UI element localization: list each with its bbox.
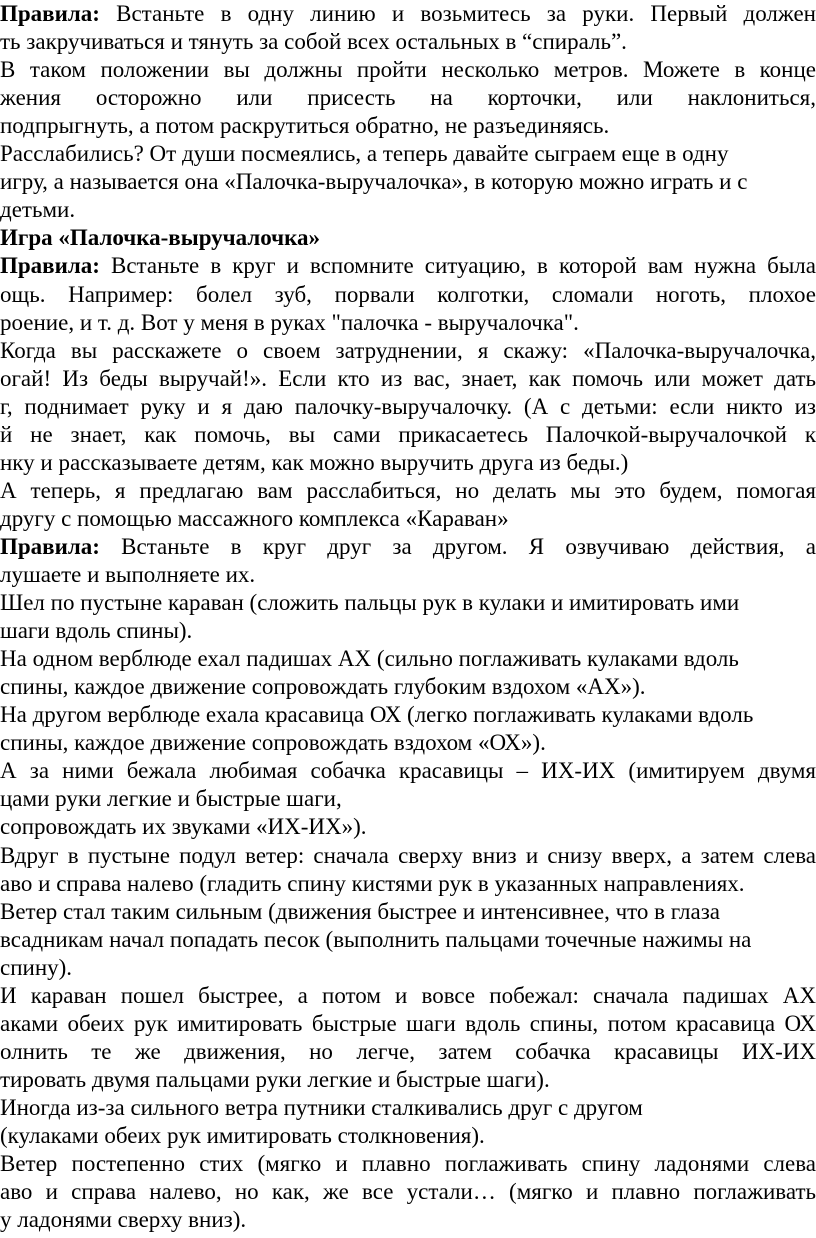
line-text: Встаньте в одну линию и возьмитесь за руки. Первый должен — [99, 1, 816, 26]
text-line — [0, 730, 546, 756]
line-text: олнить те же движения, но легче, затем собачка красавицы ИХ-ИХ — [0, 1038, 816, 1064]
text-line — [0, 29, 627, 55]
text-line — [0, 1123, 485, 1149]
bold-label: Правила: — [0, 253, 100, 279]
text-line — [0, 197, 75, 223]
text-line — [0, 871, 745, 897]
line-text: цами руки легкие и быстрые шаги, — [0, 786, 342, 812]
text-line — [0, 141, 728, 167]
text-line — [0, 843, 816, 869]
line-text: На одном верблюде ехал падишах АХ (сильно поглаживать кулаками вдоль — [0, 646, 739, 672]
line-text: аво и справа налево (гладить спину кистями рук в указанных направлениях. — [0, 870, 745, 896]
line-text: И караван пошел быстрее, а потом и вовсе побежал: сначала падишах АХ — [0, 982, 816, 1008]
text-line — [0, 814, 367, 840]
line-text: В таком положении вы должны пройти несколько метров. Можете в конце — [0, 57, 816, 83]
text-line — [0, 702, 753, 728]
text-line — [0, 169, 747, 195]
line-text: Ветер постепенно стих (мягко и плавно поглаживать спину ладонями слева — [0, 1151, 816, 1177]
line-text: На другом верблюде ехала красавица ОХ (легко поглаживать кулаками вдоль — [0, 702, 754, 728]
text-line — [0, 1179, 816, 1205]
text-line — [0, 618, 192, 644]
text-line — [0, 927, 751, 953]
text-line — [0, 674, 646, 700]
text-line — [0, 899, 720, 925]
line-text: жения осторожно или присесть на корточки, или наклониться, — [0, 85, 816, 111]
text-line — [0, 225, 320, 251]
text-line — [0, 983, 816, 1009]
text-line — [0, 534, 816, 560]
line-text: тировать двумя пальцами руки легкие и быстрые шаги). — [0, 1066, 550, 1092]
text-line — [0, 1095, 643, 1121]
line-text: подпрыгнуть, а потом раскрутиться обратно, не разъединяясь. — [0, 113, 610, 139]
text-line — [0, 57, 816, 83]
line-text: Расслабились? От души посмеялись, а теперь давайте сыграем еще в одну — [0, 141, 729, 167]
text-line — [0, 506, 509, 532]
line-text: всадникам начал попадать песок (выполнить пальцами точечные нажимы на — [0, 926, 752, 952]
line-text: Шел по пустыне караван (сложить пальцы рук в кулаки и имитировать ими — [0, 590, 740, 616]
line-text: лушаете и выполняете их. — [0, 562, 256, 587]
line-text: Встаньте в круг и вспомните ситуацию, в которой вам нужна была — [99, 253, 816, 279]
text-line — [0, 1, 816, 27]
line-text: А теперь, я предлагаю вам расслабиться, но делать мы это будем, помогая — [0, 477, 816, 503]
line-text: спину). — [0, 954, 73, 980]
line-text: й не знает, как помочь, вы сами прикасаетесь Палочкой-выручалочкой к — [0, 421, 816, 447]
line-text: роение, и т. д. Вот у меня в руках "палочка - выручалочка". — [0, 309, 579, 335]
line-text: (кулаками обеих рук имитировать столкновения). — [0, 1123, 485, 1148]
line-text: детьми. — [0, 197, 76, 223]
text-line — [0, 338, 816, 364]
line-text: Когда вы расскажете о своем затруднении, я скажу: «Палочка-выручалочка, — [0, 337, 816, 363]
line-text: г, поднимает руку и я даю палочку-выручалочку. (А с детьми: если никто из — [0, 393, 816, 419]
line-text: Иногда из-за сильного ветра путники сталкивались друг с другом — [0, 1094, 643, 1120]
line-text: игру, а называется она «Палочка-выручалочка», в которую можно играть и с — [0, 169, 748, 195]
line-text: Встаньте в круг друг за другом. Я озвучиваю действия, а — [99, 533, 816, 559]
text-line — [0, 394, 816, 420]
text-line — [0, 282, 816, 308]
line-text: сопровождать их звуками «ИХ-ИХ»). — [0, 814, 367, 840]
line-text: огай! Из беды выручай!». Если кто из вас, знает, как помочь или может дать — [0, 365, 816, 391]
text-line — [0, 758, 816, 784]
line-text: спины, каждое движение сопровождать вздохом «ОХ»). — [0, 730, 546, 756]
line-text: шаги вдоль спины). — [0, 618, 193, 644]
line-text: нку и рассказываете детям, как можно выручить друга из беды.) — [0, 449, 629, 475]
text-line — [0, 955, 72, 981]
line-text: аками обеих рук имитировать быстрые шаги вдоль спины, потом красавица ОХ — [0, 1010, 816, 1036]
bold-label: Игра «Палочка-выручалочка» — [0, 225, 321, 251]
text-line — [0, 310, 579, 336]
line-text: у ладонями сверху вниз). — [0, 1207, 247, 1233]
text-line — [0, 1207, 246, 1233]
text-line — [0, 646, 739, 672]
line-text: аво и справа налево, но как, же все устали… (мягко и плавно поглаживать — [0, 1179, 816, 1205]
line-text: спины, каждое движение сопровождать глубоким вздохом «АХ»). — [0, 674, 646, 700]
text-line — [0, 85, 816, 111]
bold-label: Правила: — [0, 533, 100, 559]
text-line — [0, 1151, 816, 1177]
line-text: Ветер стал таким сильным (движения быстрее и интенсивнее, что в глаза — [0, 898, 721, 924]
text-line — [0, 590, 739, 616]
bold-label: Правила: — [0, 1, 100, 26]
line-text: ощь. Например: болел зуб, порвали колготки, сломали ноготь, плохое — [0, 281, 816, 307]
text-line — [0, 253, 816, 279]
line-text: Вдруг в пустыне подул ветер: сначала сверху вниз и снизу вверх, а затем слева — [0, 842, 816, 868]
text-line — [0, 450, 628, 476]
text-line — [0, 478, 816, 504]
line-text: А за ними бежала любимая собачка красавицы – ИХ-ИХ (имитируем двумя — [0, 758, 816, 784]
text-line — [0, 113, 609, 139]
line-text: ть закручиваться и тянуть за собой всех остальных в “спираль”. — [0, 29, 627, 55]
text-line — [0, 1011, 816, 1037]
text-line — [0, 422, 816, 448]
text-line — [0, 1067, 550, 1093]
text-line — [0, 1039, 816, 1065]
line-text: другу с помощью массажного комплекса «Караван» — [0, 505, 509, 531]
text-line — [0, 786, 342, 812]
text-line — [0, 366, 816, 392]
text-line — [0, 562, 255, 588]
